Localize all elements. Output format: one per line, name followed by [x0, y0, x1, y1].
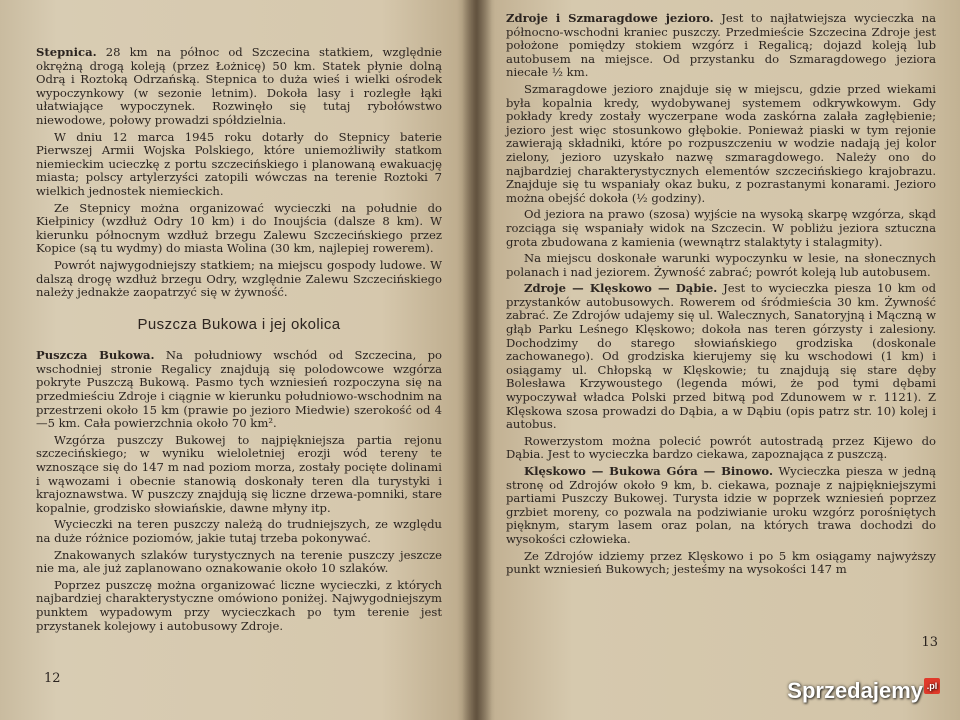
paragraph: Wycieczki na teren puszczy należą do trudniejszych, ze względu na duże różnice poziomów, jakie tutaj trzeba pokonywać.	[36, 517, 442, 545]
paragraph: Poprzez puszczę można organizować liczne wycieczki, z których najbardziej charakterystyczne omówiono poniżej. Najwygodniejszym punktem wypadowym przy wycieczkach po tym terenie jest przystanek kolejowy i autobusowy Zdroje.	[36, 577, 442, 633]
paragraph: Na miejscu doskonałe warunki wypoczynku w lesie, na słonecznych polanach i nad jeziorem. Żywność zabrać; powrót koleją lub autobusem.	[506, 251, 936, 279]
paragraph: Rowerzystom można polecić powrót autostradą przez Kijewo do Dąbia. Jest to wycieczka bardzo ciekawa, zapoznająca z puszczą.	[506, 433, 936, 462]
page-number-left: 12	[44, 671, 61, 686]
watermark-logo: Sprzedajemy .pl	[787, 678, 940, 704]
page-number-right: 13	[921, 635, 938, 650]
right-page	[476, 0, 960, 720]
paragraph: Zdroje i Szmaragdowe jezioro. Jest to najłatwiejsza wycieczka na północno-wschodni kraniec puszczy. Przedmieście Szczecina Zdroje jest położone pomiędzy stokiem wzgórz i Regalicą; dojazd koleją lub autobusem na miejsce. Od przystanku do Szmaragdowego jeziora niecałe ½ km.	[506, 11, 936, 80]
paragraph: Ze Stepnicy można organizować wycieczki na południe do Kiełpinicy (wzdłuż Odry 10 km) i do Inoujścia (dalsze 8 km). W kierunku północnym wzdłuż brzegu Zalewu Szczecińskiego przez Kopice (są tu wydmy) do miasta Wolina (30 km, najlepiej rowerem).	[36, 200, 442, 256]
paragraph: Ze Zdrojów idziemy przez Klęskowo i po 5 km osiągamy najwyższy punkt wzniesień Bukowych; jesteśmy na wysokości 147 m	[506, 548, 936, 577]
right-text	[506, 12, 936, 577]
left-page	[0, 0, 476, 720]
watermark-badge: .pl	[924, 678, 940, 694]
section-heading: Puszcza Bukowa i jej okolica	[137, 315, 341, 333]
paragraph: Stepnica. 28 km na północ od Szczecina statkiem, względnie okrężną drogą koleją (przez Łożnicę) 50 km. Statek płynie dolną Odrą i Roztoką Odrzańską. Stepnica to duża wieś i wielki ośrodek wypoczynkowy (w sezonie letnim). Dokoła lasy i rozległe łąki ułatwiające wypoczynek. Rozwinęło się tutaj rybołówstwo niewodowe, połowy prowadzi spółdzielnia.	[36, 45, 442, 127]
paragraph: Szmaragdowe jezioro znajduje się w miejscu, gdzie przed wiekami była kopalnia kredy, wydobywanej systemem odkrywkowym. Gdy pokłady kredy zostały wyczerpane woda zaskórna zalała zagłębienie; jezioro jest więc stosunkowo głębokie. Ponieważ piaski w tym rejonie zawierają składniki, które po rozpuszczeniu w wodzie nadają jej kolor zielony, jezioro uzyskało nazwę szmaragdowego. Należy ono do najbardziej charakterystycznych elementów szczecińskiego krajobrazu. Znajduje się tu wspaniały okaz buku, z pozrastanymi konarami. Jezioro można obejść dokoła (½ godziny).	[506, 81, 936, 205]
left-top-text	[36, 46, 442, 300]
paragraph: W dniu 12 marca 1945 roku dotarły do Stepnicy baterie Pierwszej Armii Wojska Polskiego, które uniemożliwiły statkom niemieckim ucieczkę z portu szczecińskiego i planowaną ewakuację miasta; polscy artylerzyści zatopili wówczas na terenie Roztoki 7 wielkich jednostek niemieckich.	[36, 129, 442, 198]
left-bottom-text	[36, 349, 442, 633]
paragraph: Od jeziora na prawo (szosa) wyjście na wysoką skarpę wzgórza, skąd rozciąga się wspaniały widok na Szczecin. W pobliżu jeziora sztuczna grota zbudowana z kamienia (wewnątrz stalaktyty i stalagmity).	[506, 207, 936, 249]
paragraph: Powrót najwygodniejszy statkiem; na miejscu gospody ludowe. W dalszą drogę wzdłuż brzegu Odry, względnie Zalewu Szczecińskiego należy jednakże zaopatrzyć się w żywność.	[36, 257, 442, 300]
paragraph: Puszcza Bukowa. Na południowy wschód od Szczecina, po wschodniej stronie Regalicy znajdują się polodowcowe wzgórza pokryte Puszczą Bukową. Pasmo tych wzniesień rozpoczyna się na przedmieściu Zdroje i ciągnie w kierunku południowo-wschodnim na przestrzeni około 15 km (prawie po jezioro Miedwie) szerokość od 4—5 km. Cała powierzchnia około 70 km².	[36, 348, 442, 431]
paragraph: Wzgórza puszczy Bukowej to najpiękniejsza partia rejonu szczecińskiego; w wyniku wieloletniej erozji wód tereny te wznoszące się do 147 m nad poziom morza, zostały pocięte dolinami i wąwozami i obecnie stanowią doskonały teren dla turystyki i krajoznawstwa. W puszczy znajdują się liczne drzewa-pomniki, stare kopalnie, grodzisko słowiańskie, dawne młyny itp.	[36, 432, 442, 515]
paragraph: Znakowanych szlaków turystycznych na terenie puszczy jeszcze nie ma, ale już zaplanowano oznakowanie około 10 szlaków.	[36, 547, 442, 576]
paragraph: Klęskowo — Bukowa Góra — Binowo. Wycieczka piesza w jedną stronę od Zdrojów około 9 km, b. ciekawa, poznaje z najpiękniejszymi partiami Puszczy Bukowej. Turysta idzie w poprzek wzniesień poprzez grzbiet moreny, co pozwala na podziwianie uroku wzgórz porośniętych pięknym, starym lasem oraz polan, na których trawa dochodzi do wysokości człowieka.	[506, 464, 936, 546]
book-gutter	[462, 0, 492, 720]
paragraph: Zdroje — Klęskowo — Dąbie. Jest to wycieczka piesza 10 km od przystanków autobusowych. Rowerem od śródmieścia 30 km. Żywność zabrać. Ze Zdrojów udajemy się ul. Walecznych, Sanatoryjną i Mączną w głąb Parku Leśnego Klęskowo; dokoła nas teren górzysty i zalesiony. Dochodzimy do starego słowiańskiego grodziska (doskonale zachowanego). Od grodziska kierujemy się ku wschodowi (1 km) i osiągamy ul. Chłopską w Klęskowie; tu znajdują się stare dęby Bolesława Krzywoustego (legenda mówi, że pod tymi dębami wypoczywał władca Polski przed bitwą pod Zdunowem w r. 1121). Z Klęskowa szosa prowadzi do Dąbia, a w Dąbiu (opis patrz str. 10) kolej i autobus.	[506, 281, 937, 432]
